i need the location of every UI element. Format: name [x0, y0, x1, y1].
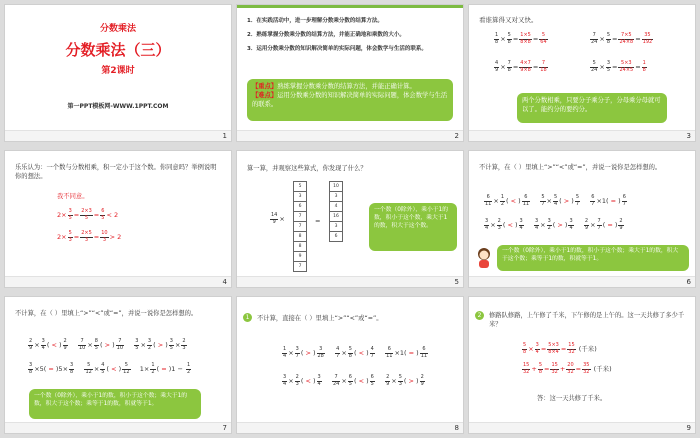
difficulty-label: 【难点】	[252, 92, 278, 99]
solution-step-2: $\frac{15}{32}$ + $\frac{5}{8}$ = $\frac{15}{32}$ + $\frac{20}{32}$ = $\frac{35}{32}$ (千米)	[523, 362, 612, 375]
slide-grid	[4, 4, 696, 434]
slide-4-question: 乐乐认为：一个数与分数相乘，积一定小于这个数。你同意吗？举例说明你的想法。	[15, 164, 217, 180]
solution-step-1: $\frac{5}{8}$ × $\frac{3}{4}$ = $\frac{5\times 3}{8\times 4}$ = $\frac{15}{32}$ (千米)	[523, 342, 597, 355]
exercise-number-badge: 1	[243, 313, 252, 322]
slide-6-heading: 不计算，在（ ）里填上“>”“<”或“=”，并说一说你是怎样想的。	[479, 164, 662, 171]
key-text: 熟练掌握分数乘分数的结算方法，并能正确计算。	[277, 83, 416, 90]
factor-column: 5 3 6 7 7 8 8 9 7	[293, 181, 307, 272]
rule-note-box	[517, 93, 667, 123]
equation-row-2-right: $\frac{5}{24}$ × $\frac{3}{5}$ = $\frac{5\times 3}{24\times 5}$ = $\frac{1}{8}$	[591, 60, 646, 73]
slide-number: 1	[222, 132, 227, 140]
slide-7-heading: 不计算，在（ ）里填上“>”“<”或“=”，并说一说你是怎样想的。	[15, 310, 198, 317]
difficulty-text: 运用分数乘分数的知识解决简单的实际问题，体会数学与生活的联系。	[252, 92, 448, 108]
rule-note-box	[29, 389, 201, 419]
rule-note-text: 一个数（0除外），乘小于1的数，积小于这个数；乘大于1的数，积大于这个数；乘等于1的数，积就等于1。	[34, 393, 188, 407]
equation-row-1-right: $\frac{7}{24}$ × $\frac{5}{8}$ = $\frac{7\times 5}{24\times 8}$ = $\frac{35}{192}$	[591, 32, 653, 45]
slide-thumbnail-4[interactable]	[4, 150, 232, 288]
slide-5-heading: 算一算，并观察这些算式，你发现了什么？	[247, 165, 367, 172]
rule-note-text: 两个分数相乘，只要分子乘分子，分母乘分母就可以了。能约分的要约分。	[522, 97, 661, 113]
slide-number: 2	[454, 132, 459, 140]
student-avatar-icon	[475, 247, 493, 269]
slide-number: 7	[222, 424, 227, 432]
equation-row-2-left: $\frac{4}{9}$ × $\frac{7}{8}$ = $\frac{4\times 7}{9\times 8}$ = $\frac{7}{18}$	[495, 60, 547, 73]
key-points-box	[247, 79, 453, 121]
observation-note-text: 一个数（0除外），乘小于1的数，积小于这个数，乘大于1的数，积大于这个数。	[374, 207, 449, 229]
slide-footer	[469, 422, 695, 433]
equals-sign: =	[315, 217, 321, 225]
example-2: 2× $\frac{5}{3}$ = $\frac{2\times 5}{3}$ = $\frac{10}{3}$ > 2	[57, 230, 122, 243]
slide-thumbnail-3[interactable]	[468, 4, 696, 142]
slide-number: 5	[454, 278, 459, 286]
slide-footer	[237, 276, 463, 287]
slide-1-lesson: 第2课时	[101, 66, 135, 76]
slide-thumbnail-2[interactable]	[236, 4, 464, 142]
goal-3: 3．运用分数乘分数的知识解决简单的实际问题，体会数学与生活的联系。	[247, 46, 427, 52]
compare-row-2: $\frac{3}{4}$ × $\frac{2}{3}$ ( < ) $\frac{3}{4}$ $\frac{3}{4}$ × $\frac{3}{2}$ ( > ) $\frac{3}{4}$ $\frac{2}{9}$ × $\frac{7}{7}$ ( = ) $\frac{2}{9}$	[485, 218, 623, 231]
slide-top-bar	[237, 5, 463, 8]
slide-number: 9	[686, 424, 691, 432]
slide-1-title: 分数乘法	[99, 24, 136, 34]
slide-footer	[237, 130, 463, 141]
slide-4-answer: 我不同意。	[57, 193, 89, 200]
final-answer: 答：这一天共修了千米。	[537, 395, 607, 402]
slide-thumbnail-1[interactable]	[4, 4, 232, 142]
slide-number: 6	[686, 278, 691, 286]
compare-row-1: $\frac{2}{9}$ × $\frac{3}{4}$ ( < ) $\frac{2}{9}$ $\frac{7}{10}$ × $\frac{8}{5}$ ( > ) $\frac{7}{10}$ $\frac{3}{5}$ × $\frac{3}{2}$ ( > ) $\frac{3}{5}$ × $\frac{2}{3}$	[29, 338, 186, 351]
slide-thumbnail-5[interactable]	[236, 150, 464, 288]
slide-footer	[5, 276, 231, 287]
unit-label: (千米)	[578, 345, 597, 353]
observation-note-box	[369, 203, 457, 251]
compare-row-1: $\frac{1}{4}$ × $\frac{3}{7}$ ( > ) $\frac{3}{28}$ $\frac{4}{7}$ × $\frac{5}{8}$ ( < ) $\frac{4}{7}$ $\frac{6}{11}$ ×1( = ) $\frac{6}{11}$	[283, 346, 428, 359]
example-1: 2× $\frac{3}{5}$ = $\frac{2\times 3}{5}$ = $\frac{6}{5}$ < 2	[57, 208, 119, 221]
rule-note-box	[497, 245, 689, 271]
slide-thumbnail-9[interactable]	[468, 296, 696, 434]
slide-footer	[237, 422, 463, 433]
key-label: 【重点】	[252, 83, 278, 90]
compare-row-1: $\frac{6}{11}$ × $\frac{1}{2}$ ( < ) $\frac{6}{11}$ $\frac{5}{7}$ × $\frac{5}{4}$ ( > ) $\frac{5}{7}$ $\frac{6}{7}$ ×1( = ) $\frac{6}{7}$	[485, 194, 626, 207]
slide-8-heading: 不计算，直接在（ ）里填上“>”“<”或“=”。	[257, 315, 383, 322]
goal-1: 1．在实践活动中，进一步理解分数乘分数的结算方法。	[247, 18, 383, 24]
slide-thumbnail-7[interactable]	[4, 296, 232, 434]
slide-footer	[469, 130, 695, 141]
slide-1-subtitle: 分数乘法（三）	[65, 41, 171, 59]
slide-1-site: 第一PPT模板网-WWW.1PPT.COM	[67, 103, 169, 110]
compare-row-2: $\frac{3}{4}$ × $\frac{2}{3}$ ( < ) $\frac{3}{4}$ $\frac{7}{24}$ × $\frac{6}{5}$ ( < ) $\frac{6}{5}$ $\frac{2}{9}$ × $\frac{5}{3}$ ( > ) $\frac{2}{9}$	[283, 374, 424, 387]
goal-2: 2．熟练掌握分数乘分数的结算方法，并能正确地和乘数的大小。	[247, 32, 405, 38]
product-column: 10 3 4 16 3 6	[329, 181, 343, 242]
fraction-multiplier: $\frac{14}{9}$ ×	[271, 212, 285, 225]
slide-footer	[5, 422, 231, 433]
slide-number: 8	[454, 424, 459, 432]
slide-footer	[5, 130, 231, 141]
slide-number: 4	[222, 278, 227, 286]
compare-row-2: $\frac{3}{8}$ ×5( = )5× $\frac{3}{8}$ $\frac{5}{12}$ × $\frac{4}{5}$ ( < ) $\frac{5}{12}$ 1× $\frac{1}{2}$ ( = )1 − $\frac{1}{2}$	[29, 362, 191, 375]
slide-3-heading: 看谁算得又对又快。	[479, 16, 538, 24]
equation-row-1-left: $\frac{1}{8}$ × $\frac{5}{8}$ = $\frac{1\times 5}{8\times 8}$ = $\frac{5}{64}$	[495, 32, 547, 45]
slide-number: 3	[686, 132, 691, 140]
rule-note-text: 一个数（0除外），乘小于1的数，积小于这个数；乘大于1的数，积大于这个数；乘等于1的数，积就等于1。	[502, 248, 679, 262]
exercise-number-badge: 2	[475, 311, 484, 320]
unit-label: (千米)	[593, 365, 612, 373]
slide-thumbnail-8[interactable]	[236, 296, 464, 434]
slide-footer	[469, 276, 695, 287]
slide-9-heading: 修路队修路，上午修了千米，下午修的是上午的。这一天共修了多少千米？	[489, 312, 685, 328]
slide-thumbnail-6[interactable]	[468, 150, 696, 288]
